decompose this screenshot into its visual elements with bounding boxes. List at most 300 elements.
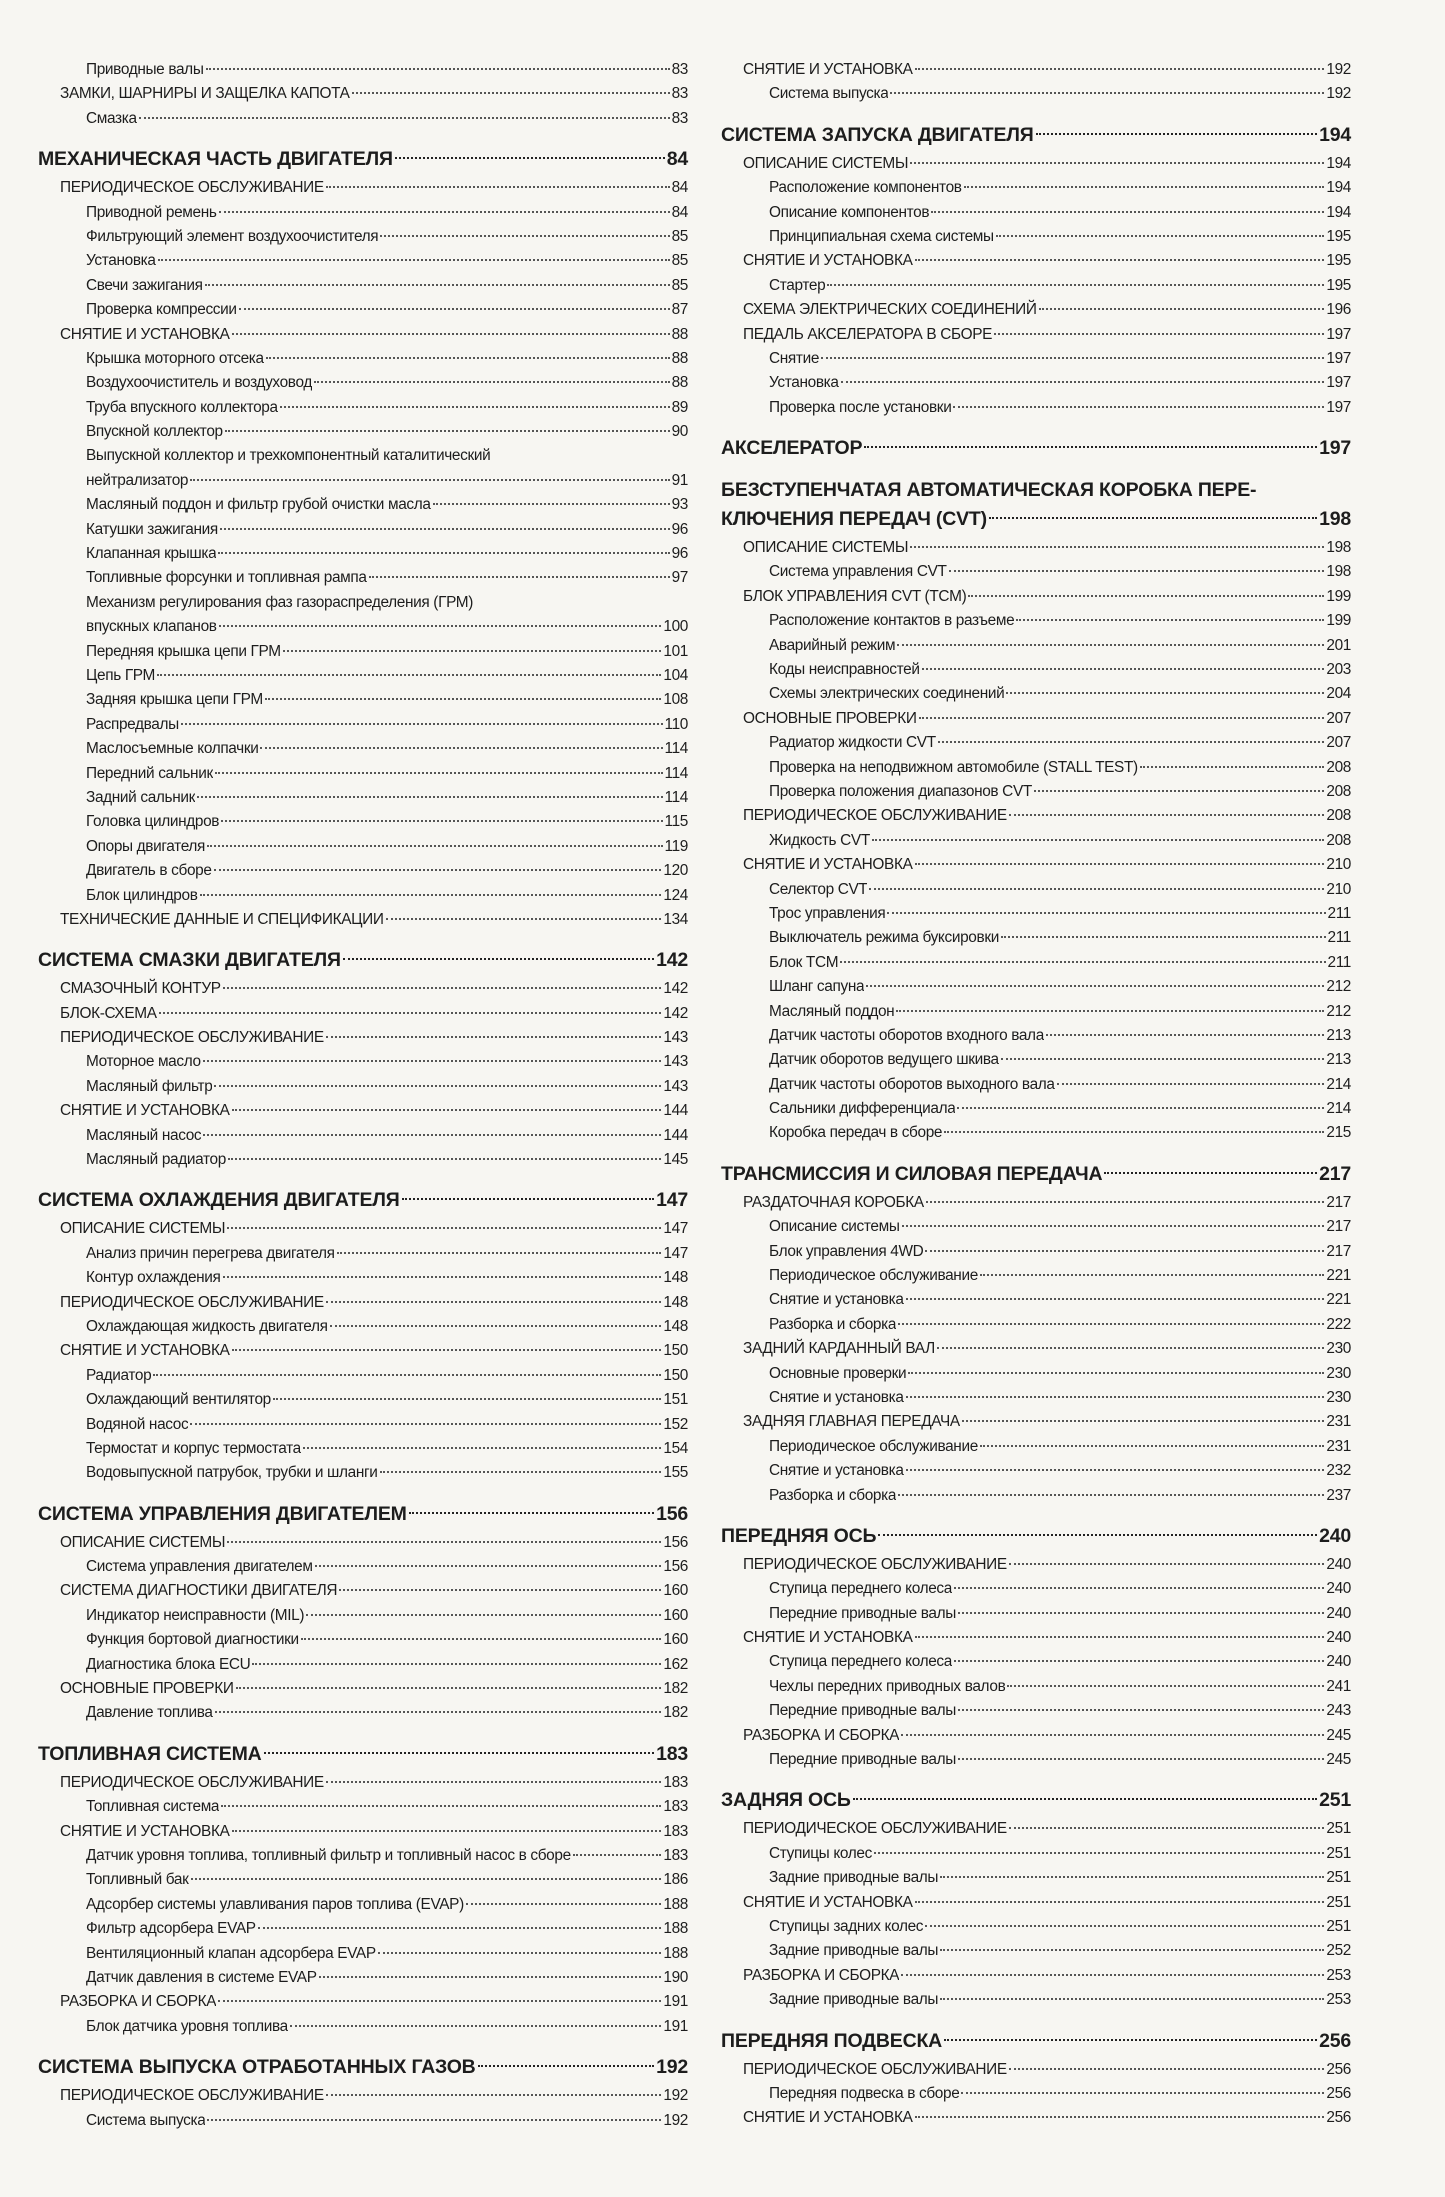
toc-subentry[interactable] [721,1675,1351,1699]
toc-entry-title: Проверка после установки [769,398,952,416]
dot-leader [139,117,670,119]
toc-subentry[interactable] [721,1915,1351,1939]
toc-entry-title: ПЕРИОДИЧЕСКОЕ ОБСЛУЖИВАНИЕ [743,1555,1007,1573]
toc-chapter-entry[interactable] [721,2058,1351,2082]
toc-entry-title: СНЯТИЕ И УСТАНОВКА [743,252,913,270]
toc-chapter-entry[interactable] [721,1964,1351,1988]
toc-entry-title: Маслосъемные колпачки [86,740,259,758]
toc-subentry[interactable] [721,1748,1351,1772]
toc-subentry[interactable] [38,107,688,131]
toc-page-number: 197 [1326,325,1351,343]
toc-chapter-entry[interactable] [38,1026,688,1050]
toc-subentry[interactable] [38,859,688,883]
toc-entry-title: ЗАДНЯЯ ОСЬ [721,1789,851,1812]
toc-chapter-entry[interactable] [38,176,688,200]
toc-page-number: 204 [1326,685,1351,703]
toc-page-number: 88 [671,325,688,343]
toc-page-number: 152 [663,1415,688,1433]
toc-page-number: 147 [656,1189,688,1212]
dot-leader [919,717,1325,719]
dot-leader [239,308,670,310]
toc-subentry[interactable] [38,1388,688,1412]
toc-page-number: 188 [663,1895,688,1913]
dot-leader [190,1423,661,1425]
toc-chapter-entry[interactable] [38,1002,688,1026]
toc-chapter-entry[interactable] [38,908,688,932]
toc-entry-title: СИСТЕМА ОХЛАЖДЕНИЯ ДВИГАТЕЛЯ [38,1189,400,1212]
dot-leader [236,1687,662,1689]
toc-subentry[interactable] [721,176,1351,200]
dot-leader [352,92,670,94]
toc-chapter-entry[interactable] [38,2084,688,2108]
toc-entry-title: СИСТЕМА ВЫПУСКА ОТРАБОТАННЫХ ГАЗОВ [38,2056,476,2079]
toc-subentry[interactable] [721,926,1351,950]
toc-entry-title: Водовыпускной патрубок, трубки и шланги [86,1464,378,1482]
dot-leader [339,1589,661,1591]
toc-subentry[interactable] [38,1413,688,1437]
toc-subentry[interactable] [38,713,688,737]
toc-chapter-entry[interactable] [721,585,1351,609]
toc-page-number: 88 [671,374,688,392]
toc-section-heading[interactable] [721,119,1351,152]
toc-entry-title: Датчик частоты оборотов выходного вала [769,1075,1055,1093]
toc-subentry[interactable] [721,1386,1351,1410]
toc-entry-title: Ступицы задних колес [769,1918,924,1935]
toc-subentry[interactable] [38,566,688,590]
toc-page-number: 188 [663,1920,688,1938]
toc-subentry[interactable] [38,542,688,566]
toc-subentry[interactable] [38,688,688,712]
toc-subentry[interactable] [38,1917,688,1941]
toc-entry-title: Впускной коллектор [86,423,223,441]
toc-subentry[interactable] [38,1461,688,1485]
toc-page-number: 120 [663,862,688,880]
toc-chapter-entry[interactable] [721,249,1351,273]
toc-entry-title: СИСТЕМА ЗАПУСКА ДВИГАТЕЛЯ [721,123,1034,146]
toc-subentry[interactable] [721,780,1351,804]
dot-leader [853,1798,1317,1800]
toc-chapter-entry[interactable] [38,1771,688,1795]
toc-chapter-entry[interactable] [721,1891,1351,1915]
toc-section-heading[interactable] [38,1738,688,1771]
toc-entry-title: Катушки зажигания [86,520,218,538]
toc-section-heading[interactable] [38,944,688,977]
toc-subentry[interactable] [721,1577,1351,1601]
toc-section-heading[interactable] [38,2051,688,2084]
toc-subentry[interactable] [721,658,1351,682]
toc-subentry[interactable] [38,58,688,82]
toc-entry-title: Селектор CVT [769,880,868,898]
toc-subentry[interactable] [38,420,688,444]
dot-leader [214,869,662,871]
dot-leader [1140,766,1325,768]
toc-entry-title: СНЯТИЕ И УСТАНОВКА [60,1342,230,1360]
toc-chapter-entry[interactable] [38,1820,688,1844]
toc-subentry[interactable] [38,274,688,298]
dot-leader [869,888,1324,890]
toc-entry-title: Цепь ГРМ [86,666,156,684]
toc-subentry[interactable] [38,664,688,688]
toc-section-heading[interactable] [721,432,1351,465]
toc-entry-title: Анализ причин перегрева двигателя [86,1244,335,1262]
toc-entry-title: Периодическое обслуживание [769,1267,978,1285]
toc-page-number: 188 [663,1944,688,1962]
toc-subentry[interactable] [38,2015,688,2039]
toc-subentry[interactable] [721,1939,1351,1963]
toc-subentry[interactable] [721,2082,1351,2106]
toc-subentry[interactable] [721,1988,1351,2012]
toc-subentry[interactable] [721,829,1351,853]
toc-entry-title: Ступица переднего колеса [769,1653,952,1671]
toc-chapter-entry[interactable] [38,1217,688,1241]
toc-page-number: 93 [671,496,688,514]
toc-entry-title: Контур охлаждения [86,1269,221,1287]
toc-page-number: 100 [663,618,688,636]
toc-page-number: 230 [1326,1364,1351,1382]
toc-page-number: 240 [1326,1555,1351,1573]
dot-leader [283,650,662,652]
toc-page-number: 154 [663,1439,688,1457]
dot-leader [386,918,662,920]
toc-subentry[interactable] [721,560,1351,584]
toc-page-number: 217 [1326,1218,1351,1236]
toc-section-heading[interactable] [38,1498,688,1531]
toc-page-number: 88 [671,349,688,367]
dot-leader [573,1854,662,1856]
toc-page-number: 96 [671,520,688,538]
toc-page-number: 160 [663,1631,688,1649]
toc-chapter-entry[interactable] [38,1291,688,1315]
toc-chapter-entry[interactable] [38,1579,688,1603]
toc-section-heading[interactable] [721,1784,1351,1817]
toc-subentry[interactable] [721,1435,1351,1459]
dot-leader [940,1876,1324,1878]
toc-entry-title: Топливный бак [86,1871,189,1889]
toc-subentry[interactable] [38,1555,688,1579]
dot-leader [915,2116,1325,2118]
toc-page-number: 211 [1327,953,1351,971]
toc-subentry[interactable] [721,1362,1351,1386]
toc-section-heading[interactable] [721,2025,1351,2058]
toc-chapter-entry[interactable] [721,1817,1351,1841]
toc-subentry[interactable] [38,1266,688,1290]
toc-subentry[interactable] [38,1701,688,1725]
toc-chapter-entry[interactable] [721,152,1351,176]
toc-subentry[interactable] [721,1699,1351,1723]
toc-entry-title: Передняя подвеска в сборе [769,2084,960,2102]
toc-subentry[interactable] [721,1484,1351,1508]
toc-subentry[interactable] [721,756,1351,780]
toc-subentry[interactable] [721,396,1351,420]
dot-leader [205,284,670,286]
toc-subentry[interactable] [38,1315,688,1339]
toc-entry-title: Вентиляционный клапан адсорбера EVAP [86,1944,376,1962]
toc-subentry[interactable] [721,1288,1351,1312]
toc-chapter-entry[interactable] [721,804,1351,828]
toc-page-number: 191 [663,2017,688,2035]
toc-page-number: 230 [1326,1388,1351,1406]
toc-chapter-entry[interactable] [38,1990,688,2014]
toc-page-number: 114 [664,740,688,758]
toc-subentry[interactable] [38,201,688,225]
toc-subentry[interactable] [721,878,1351,902]
toc-subentry[interactable] [721,1048,1351,1072]
toc-subentry[interactable] [38,786,688,810]
toc-subentry[interactable] [38,469,688,493]
dot-leader [994,333,1324,335]
toc-chapter-entry[interactable] [38,82,688,106]
toc-subentry[interactable] [38,396,688,420]
toc-page-number: 183 [656,1742,688,1765]
toc-subentry[interactable] [38,762,688,786]
toc-subentry[interactable] [721,371,1351,395]
toc-subentry[interactable] [38,249,688,273]
toc-subentry[interactable] [721,682,1351,706]
toc-subentry[interactable] [38,1242,688,1266]
dot-leader [1009,1563,1325,1565]
dot-leader [957,1107,1324,1109]
toc-subentry[interactable] [38,1893,688,1917]
toc-chapter-entry[interactable] [38,1339,688,1363]
toc-subentry[interactable] [721,902,1351,926]
toc-subentry[interactable] [721,1000,1351,1024]
toc-entry-title: ПЕРИОДИЧЕСКОЕ ОБСЛУЖИВАНИЕ [60,1029,324,1047]
toc-subentry[interactable] [38,518,688,542]
toc-subentry[interactable] [721,82,1351,106]
dot-leader [232,1830,662,1832]
dot-leader [915,68,1325,70]
toc-chapter-entry[interactable] [721,1337,1351,1361]
toc-subentry[interactable] [721,225,1351,249]
toc-subentry[interactable] [721,1842,1351,1866]
toc-subentry[interactable] [721,609,1351,633]
toc-subentry[interactable] [38,1653,688,1677]
dot-leader [215,1711,662,1713]
toc-page-number: 148 [663,1293,688,1311]
toc-subentry[interactable] [721,1264,1351,1288]
toc-page-number: 251 [1326,1893,1351,1911]
toc-subentry[interactable] [38,615,688,639]
dot-leader [840,961,1325,963]
toc-page-number: 114 [664,764,688,782]
toc-entry-title: АКСЕЛЕРАТОР [721,437,863,460]
toc-chapter-entry[interactable] [38,1099,688,1123]
toc-entry-title: Система выпуска [769,85,889,103]
dot-leader [153,1374,661,1376]
toc-subentry[interactable] [38,371,688,395]
toc-subentry[interactable] [38,1844,688,1868]
dot-leader [925,1925,1324,1927]
dot-leader [326,1781,662,1783]
toc-entry-title: Проверка компрессии [86,301,237,319]
toc-subentry[interactable] [721,1240,1351,1264]
toc-chapter-entry[interactable] [38,977,688,1001]
toc-subentry[interactable] [38,1628,688,1652]
toc-section-heading[interactable] [721,477,1351,503]
toc-entry-title: Масляный насос [86,1126,202,1144]
toc-subentry[interactable] [38,1868,688,1892]
toc-page-number: 85 [671,252,688,270]
toc-section-heading[interactable] [38,1184,688,1217]
toc-subentry[interactable] [38,2109,688,2133]
toc-subentry[interactable] [721,1097,1351,1121]
toc-entry-title: Коды неисправностей [769,661,920,679]
toc-subentry[interactable] [721,1650,1351,1674]
dot-leader [908,1372,1324,1374]
toc-subentry[interactable] [38,591,688,615]
dot-leader [968,595,1324,597]
toc-subentry[interactable] [38,444,688,468]
toc-chapter-entry[interactable] [721,298,1351,322]
toc-chapter-entry[interactable] [721,707,1351,731]
toc-subentry[interactable] [721,1602,1351,1626]
toc-page-number: 192 [663,2111,688,2129]
toc-subentry[interactable] [38,1050,688,1074]
toc-chapter-entry[interactable] [38,323,688,347]
toc-subentry[interactable] [721,634,1351,658]
toc-entry-title: СНЯТИЕ И УСТАНОВКА [743,2109,913,2127]
toc-subentry[interactable] [721,347,1351,371]
toc-subentry[interactable] [38,1942,688,1966]
dot-leader [958,1612,1324,1614]
toc-entry-title: БЛОК-СХЕМА [60,1004,157,1022]
toc-subentry[interactable] [38,1364,688,1388]
toc-entry-title: Термостат и корпус термостата [86,1439,301,1457]
toc-entry-title: Моторное масло [86,1053,201,1071]
toc-chapter-entry[interactable] [38,1531,688,1555]
toc-page-number: 183 [663,1847,688,1864]
dot-leader [219,625,662,627]
toc-entry-title: СНЯТИЕ И УСТАНОВКА [743,1629,913,1647]
toc-entry-title: Система управления CVT [769,563,947,581]
toc-entry-title: ОПИСАНИЕ СИСТЕМЫ [60,1220,226,1238]
toc-chapter-entry[interactable] [721,853,1351,877]
toc-page-number: 208 [1326,807,1351,825]
toc-chapter-entry[interactable] [721,1553,1351,1577]
dot-leader [898,1323,1324,1325]
toc-subentry[interactable] [721,975,1351,999]
toc-chapter-entry[interactable] [721,323,1351,347]
toc-subentry[interactable] [721,1121,1351,1145]
toc-subentry[interactable] [38,737,688,761]
toc-page-number: 240 [1326,1580,1351,1598]
toc-page-number: 256 [1326,2060,1351,2078]
toc-chapter-entry[interactable] [721,2106,1351,2130]
toc-page-number: 240 [1319,1524,1351,1547]
toc-subentry[interactable] [721,1459,1351,1483]
toc-page-number: 156 [663,1558,688,1576]
toc-chapter-entry[interactable] [38,1677,688,1701]
toc-section-heading[interactable] [721,503,1351,536]
toc-subentry[interactable] [721,1073,1351,1097]
toc-subentry[interactable] [38,493,688,517]
toc-entry-title: Воздухоочиститель и воздуховод [86,374,312,392]
dot-leader [1016,619,1324,621]
toc-subentry[interactable] [38,1124,688,1148]
toc-page-number: 252 [1326,1942,1351,1960]
toc-subentry[interactable] [38,1795,688,1819]
toc-entry-title: Передние приводные валы [769,1604,956,1622]
toc-entry-title: Механизм регулирования фаз газораспределения (ГРМ) [86,593,474,611]
toc-chapter-entry[interactable] [721,1724,1351,1748]
toc-section-heading[interactable] [721,1158,1351,1191]
toc-page-number: 191 [663,1993,688,2011]
dot-leader [380,1471,662,1473]
toc-page-number: 143 [663,1053,688,1071]
toc-entry-title: Сальники дифференциала [769,1100,956,1118]
toc-entry-title: Клапанная крышка [86,545,217,563]
dot-leader [940,1949,1324,1951]
dot-leader [906,1396,1325,1398]
toc-subentry[interactable] [721,201,1351,225]
toc-page-number: 197 [1326,374,1351,392]
toc-chapter-entry[interactable] [721,1626,1351,1650]
toc-chapter-entry[interactable] [721,536,1351,560]
toc-entry-title: Труба впускного коллектора [86,398,278,416]
dot-leader [203,1134,661,1136]
toc-subentry[interactable] [38,835,688,859]
dot-leader [1009,1827,1325,1829]
toc-entry-title: Снятие [769,349,820,367]
dot-leader [203,1060,662,1062]
toc-subentry[interactable] [38,640,688,664]
toc-subentry[interactable] [38,1437,688,1461]
toc-subentry[interactable] [721,1215,1351,1239]
toc-page-number: 143 [663,1029,688,1047]
toc-entry-title: ПЕРИОДИЧЕСКОЕ ОБСЛУЖИВАНИЕ [60,2087,324,2105]
toc-subentry[interactable] [38,1148,688,1172]
toc-entry-title: Водяной насос [86,1415,189,1433]
toc-entry-title: Стартер [769,276,826,294]
toc-subentry[interactable] [38,1604,688,1628]
toc-page-number: 212 [1326,1002,1351,1020]
toc-subentry[interactable] [721,1313,1351,1337]
toc-subentry[interactable] [38,884,688,908]
toc-entry-title: Датчик уровня топлива, топливный фильтр и топливный насос в сборе [86,1847,571,1864]
toc-subentry[interactable] [38,810,688,834]
toc-subentry[interactable] [38,298,688,322]
toc-subentry[interactable] [38,225,688,249]
dot-leader [228,1158,661,1160]
toc-page-number: 251 [1319,1789,1351,1812]
toc-chapter-entry[interactable] [721,58,1351,82]
dot-leader [197,796,663,798]
toc-entry-title: Жидкость CVT [769,831,870,849]
dot-leader [1009,814,1325,816]
dot-leader [906,1469,1325,1471]
toc-section-heading[interactable] [38,143,688,176]
toc-entry-title: Описание системы [769,1218,900,1236]
toc-subentry[interactable] [38,1075,688,1099]
toc-chapter-entry[interactable] [721,1410,1351,1434]
toc-section-heading[interactable] [721,1520,1351,1553]
toc-subentry[interactable] [38,1966,688,1990]
toc-page-number: 241 [1326,1677,1351,1695]
toc-page-number: 230 [1326,1340,1351,1358]
toc-entry-title: Фильтр адсорбера EVAP [86,1920,256,1938]
toc-page-number: 203 [1326,661,1351,679]
toc-subentry[interactable] [721,1866,1351,1890]
toc-entry-title: Задние приводные валы [769,1991,939,2009]
toc-page-number: 245 [1326,1751,1351,1769]
toc-page-number: 190 [663,1968,688,1986]
toc-subentry[interactable] [721,1024,1351,1048]
toc-subentry[interactable] [721,731,1351,755]
toc-subentry[interactable] [721,274,1351,298]
toc-chapter-entry[interactable] [721,1191,1351,1215]
toc-subentry[interactable] [721,951,1351,975]
toc-subentry[interactable] [38,347,688,371]
